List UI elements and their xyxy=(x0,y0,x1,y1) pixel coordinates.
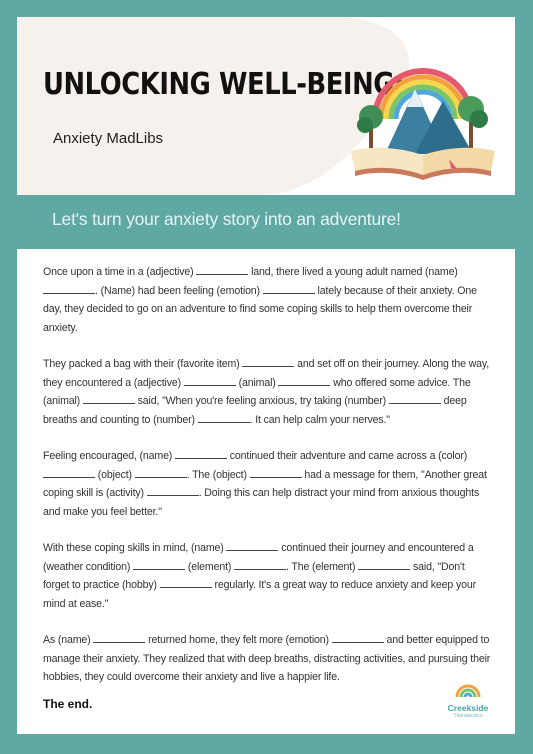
blank-field xyxy=(43,467,95,478)
blank-field xyxy=(234,559,286,570)
blank-field xyxy=(263,283,315,294)
story-panel xyxy=(17,249,515,734)
blank-field xyxy=(198,412,250,423)
creekside-logo xyxy=(443,683,493,723)
blank-field xyxy=(278,375,330,386)
story-paragraph-5: As (name) returned home, they felt more (emotion) and better equipped to manage their anxiety. They realized that with deep breaths, distracting activities, and pursuing their hobbies, they could overcome their anxiety and live a happier life. xyxy=(43,634,491,683)
story-paragraph-2: They packed a bag with their (favorite item) and set off on their journey. Along the way, they encountered a (adjective) (animal) who offered some advice. The (animal) said, "When you're feeling anxious, try taking (number) deep breaths and counting to (number) . It can help calm your nerves." xyxy=(43,358,490,426)
blank-field xyxy=(93,632,145,643)
logo-subtitle: Therapeutics xyxy=(453,713,483,719)
blank-field xyxy=(135,467,187,478)
story-paragraph-4: With these coping skills in mind, (name) continued their journey and encountered a (weather condition) (element) . The (element) said, "Don't forget to practice (hobby) regularly. It's a great way to reduce anxiety and keep your mind at ease." xyxy=(43,542,476,610)
blank-field xyxy=(389,393,441,404)
blank-field xyxy=(250,467,302,478)
page-subtitle: Anxiety MadLibs xyxy=(53,130,164,147)
page-title: UNLOCKING WELL-BEING: xyxy=(43,67,404,102)
header-panel xyxy=(17,17,515,195)
blank-field xyxy=(83,393,135,404)
blank-field xyxy=(147,485,199,496)
blank-field xyxy=(160,577,212,588)
storybook-illustration xyxy=(345,59,501,181)
tagline: Let's turn your anxiety story into an adventure! xyxy=(52,209,401,229)
rainbow-icon xyxy=(455,683,481,697)
blank-field xyxy=(43,283,95,294)
blank-field xyxy=(242,356,294,367)
the-end-label: The end. xyxy=(43,697,93,711)
story-text xyxy=(43,263,491,705)
blank-field xyxy=(358,559,410,570)
blank-field xyxy=(184,375,236,386)
story-paragraph-1: Once upon a time in a (adjective) land, there lived a young adult named (name) . (Name) had been feeling (emotion) lately because of their anxiety. One day, they decided to go on an adventure to find some coping skills to help them overcome their anxiety. xyxy=(43,266,477,334)
blank-field xyxy=(133,559,185,570)
blank-field xyxy=(226,540,278,551)
blank-field xyxy=(175,448,227,459)
logo-name: Creekside xyxy=(447,703,489,713)
blank-field xyxy=(332,632,384,643)
story-paragraph-3: Feeling encouraged, (name) continued their adventure and came across a (color) (object) . The (object) had a message for them, "Another great coping skill is (activity) . Doing this can help distract your mind from anxious thoughts and make you feel better." xyxy=(43,450,487,518)
blank-field xyxy=(196,264,248,275)
